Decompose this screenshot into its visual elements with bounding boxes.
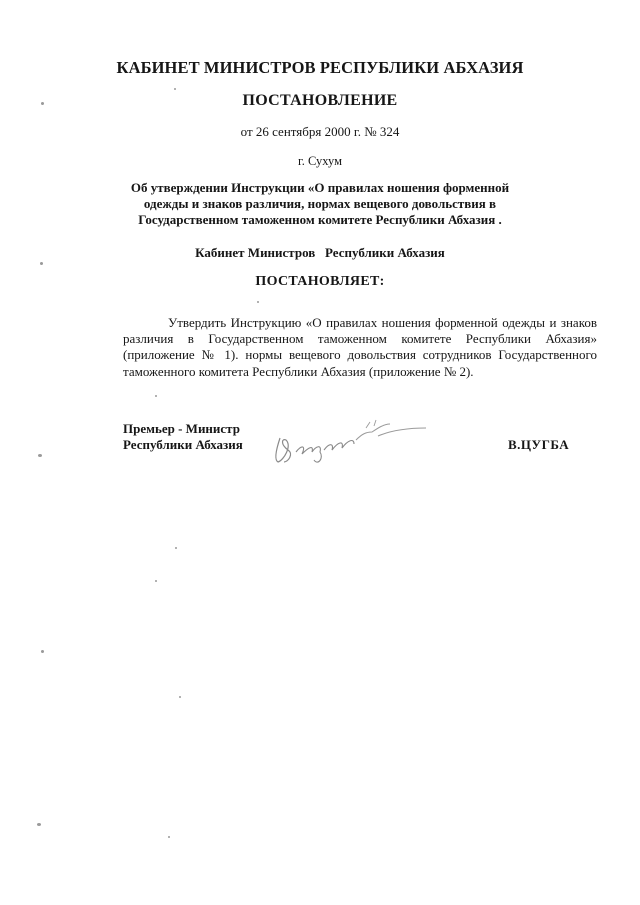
subject-title xyxy=(0,180,640,228)
signatory-title-line-2: Республики Абхазия xyxy=(123,437,243,452)
scan-speck xyxy=(40,262,43,265)
handwritten-signature xyxy=(262,410,432,475)
signature-icon xyxy=(262,410,432,470)
subject-line-1: Об утверждении Инструкции «О правилах ношения форменной xyxy=(130,180,510,195)
subject-line-2: одежды и знаков различия, нормах вещевого довольствия в xyxy=(143,196,497,211)
scan-speck xyxy=(37,823,41,826)
subject-line-3: Государственном таможенном комитете Республики Абхазия . xyxy=(138,212,502,227)
issuing-body xyxy=(0,245,640,261)
signatory-title-line-1: Премьер - Министр xyxy=(123,421,240,436)
signatory-name: В.ЦУГБА xyxy=(508,437,570,452)
signatory-title xyxy=(123,421,243,453)
scan-speck xyxy=(175,547,177,549)
scan-speck xyxy=(41,650,44,653)
city-line: г. Сухум xyxy=(297,154,342,168)
scan-speck xyxy=(257,301,259,303)
issuing-body-text: Кабинет Министров Республики Абхазия xyxy=(195,245,445,260)
scan-speck xyxy=(174,88,176,90)
decision-paragraph: Утвердить Инструкцию «О правилах ношения форменной одежды и знаков различия в Государственном таможенном комитете Республики Абхазия» (приложение № 1). нормы вещевого довольствия сотрудников Государственного таможенного комитета Республики Абхазия (приложение № 2). xyxy=(123,315,597,379)
scan-speck xyxy=(168,836,170,838)
scan-speck xyxy=(41,102,44,105)
date-and-number: от 26 сентября 2000 г. № 324 xyxy=(240,124,400,139)
scan-speck xyxy=(155,395,157,397)
organization-heading: КАБИНЕТ МИНИСТРОВ РЕСПУБЛИКИ АБХАЗИЯ xyxy=(116,58,524,77)
decrees-heading: ПОСТАНОВЛЯЕТ: xyxy=(255,274,385,289)
scan-speck xyxy=(155,580,157,582)
scan-speck xyxy=(38,454,42,457)
scan-speck xyxy=(179,696,181,698)
document-type-heading: ПОСТАНОВЛЕНИЕ xyxy=(242,92,398,109)
